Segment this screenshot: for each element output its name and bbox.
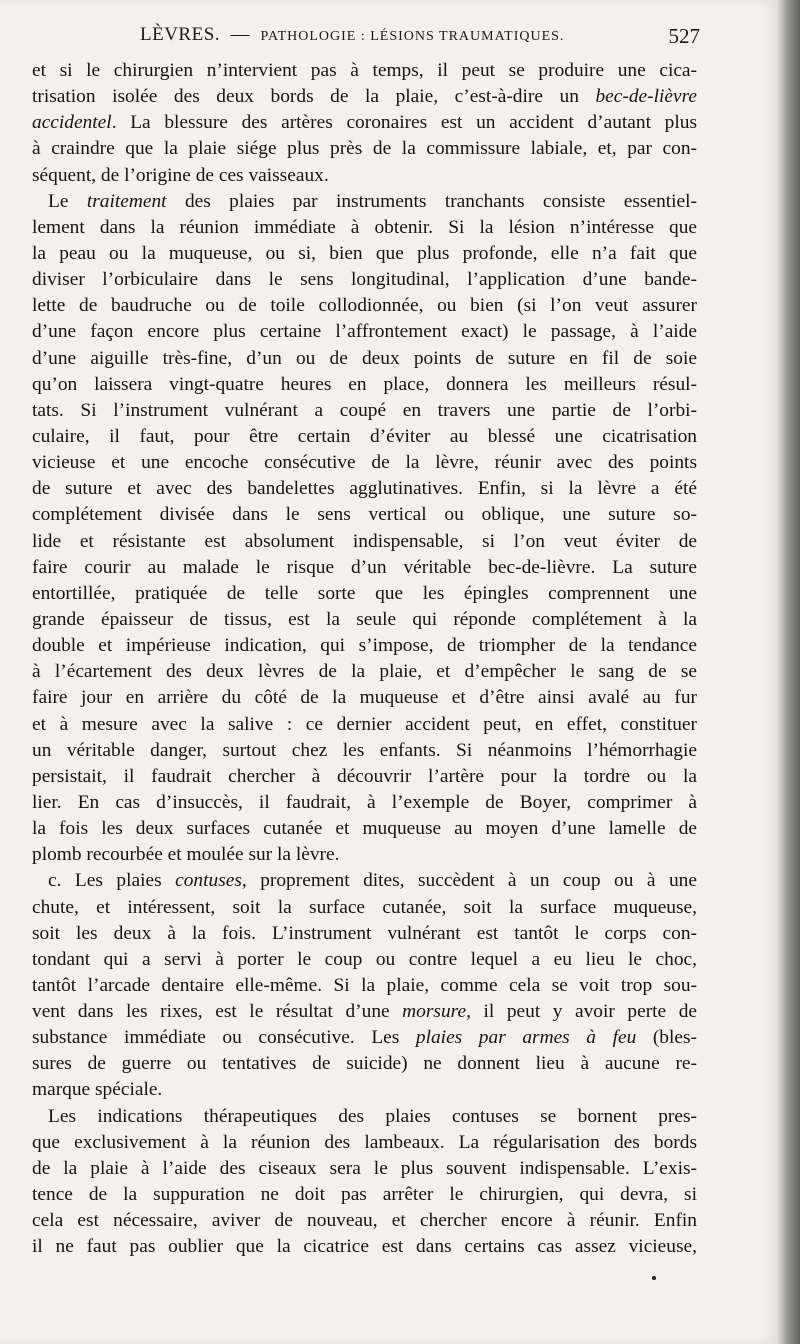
italic-run: bec-de-lièvre — [595, 86, 697, 108]
running-dash: — — [230, 24, 251, 45]
text-line — [32, 581, 697, 607]
text-run: Les indications thérapeutiques des plaies contuses se bornent pres- — [48, 1105, 697, 1127]
text-run: entortillée, pratiquée de telle sorte que les épingles comprennent une — [32, 582, 697, 604]
text-line — [32, 1182, 697, 1208]
text-run: lement dans la réunion immédiate à obtenir. Si la lésion n’intéresse que — [32, 216, 697, 238]
text-run: sures de guerre ou tentatives de suicide) ne donnent lieu à aucune re- — [32, 1053, 697, 1075]
text-run: que exclusivement à la réunion des lambeaux. La régularisation des bords — [32, 1131, 697, 1153]
italic-run: accidentel — [32, 112, 112, 134]
text-line — [32, 1130, 697, 1156]
text-line — [32, 372, 697, 398]
text-line — [32, 450, 697, 476]
ink-speck — [652, 1276, 656, 1280]
text-line — [32, 1156, 697, 1182]
text-line — [32, 424, 697, 450]
text-line — [32, 1077, 697, 1103]
text-line — [32, 712, 697, 738]
text-line — [32, 921, 697, 947]
text-run: séquent, de l’origine de ces vaisseaux. — [32, 164, 329, 186]
text-line — [32, 764, 697, 790]
text-line — [32, 999, 697, 1025]
text-run: persistait, il faudrait chercher à découvrir l’artère pour la tordre ou la — [32, 765, 697, 787]
text-run: de suture et avec des bandelettes agglutinatives. Enfin, si la lèvre a été — [32, 478, 697, 500]
text-line — [32, 738, 697, 764]
text-line — [32, 476, 697, 502]
text-run: plomb recourbée et moulée sur la lèvre. — [32, 844, 340, 866]
text-run: d’une façon encore plus certaine l’affrontement exact) le passage, à l’aide — [32, 321, 697, 343]
text-line — [32, 1104, 697, 1130]
text-line — [32, 84, 697, 110]
text-run: qu’on laissera vingt-quatre heures en place, donnera les meilleurs résul- — [32, 373, 697, 395]
text-run: soit les deux à la fois. L’instrument vulnérant est tantôt le corps con- — [32, 922, 697, 944]
page-edge — [778, 0, 800, 1344]
text-run: , il peut y avoir perte de — [466, 1001, 697, 1023]
text-run: tondant qui a servi à porter le coup ou contre lequel a eu lieu le choc, — [32, 948, 697, 970]
text-line — [32, 189, 697, 215]
text-line — [32, 1234, 697, 1260]
body-text — [32, 58, 697, 1260]
text-line — [32, 1208, 697, 1234]
running-head — [140, 24, 564, 46]
text-run: vicieuse et une encoche consécutive de la lèvre, réunir avec des points — [32, 452, 697, 474]
text-run: complétement divisée dans le sens vertical ou oblique, une suture so- — [32, 504, 697, 526]
text-run: faire courir au malade le risque d’un véritable bec-de-lièvre. La suture — [32, 556, 697, 578]
running-title: LÈVRES. — [140, 24, 221, 45]
text-line — [32, 790, 697, 816]
text-line — [32, 136, 697, 162]
text-run: vent dans les rixes, est le résultat d’une — [32, 1001, 403, 1023]
text-run: il ne faut pas oublier que la cicatrice est dans certains cas assez vicieuse, — [32, 1236, 697, 1258]
text-line — [32, 633, 697, 659]
text-line — [32, 868, 697, 894]
text-run: . La blessure des artères coronaires est un accident d’autant plus — [111, 112, 697, 134]
text-line — [32, 973, 697, 999]
text-line — [32, 607, 697, 633]
text-run: et à mesure avec la salive : ce dernier accident peut, en effet, constituer — [32, 713, 697, 735]
text-run: diviser l’orbiculaire dans le sens longitudinal, l’application d’une bande- — [32, 269, 697, 291]
text-run: faire jour en arrière du côté de la muqueuse et d’être ainsi avalé au fur — [32, 687, 697, 709]
running-subtitle: PATHOLOGIE : LÉSIONS TRAUMATIQUES. — [260, 29, 565, 44]
text-line — [32, 502, 697, 528]
text-run: de la plaie à l’aide des ciseaux sera le plus souvent indispensable. L’exis- — [32, 1157, 697, 1179]
text-run: double et impérieuse indication, qui s’impose, de triompher de la tendance — [32, 635, 697, 657]
text-run: marque spéciale. — [32, 1079, 163, 1101]
text-line — [32, 842, 697, 868]
italic-run: contuses — [175, 870, 242, 892]
text-run: et si le chirurgien n’intervient pas à temps, il peut se produire une cica- — [32, 60, 697, 81]
text-line — [32, 1051, 697, 1077]
text-run: tence de la suppuration ne doit pas arrêter le chirurgien, qui devra, si — [32, 1184, 697, 1206]
text-run: c. Les plaies — [48, 870, 176, 892]
text-line — [32, 816, 697, 842]
text-line — [32, 319, 697, 345]
text-run: la fois les deux surfaces cutanée et muqueuse au moyen d’une lamelle de — [32, 818, 697, 840]
text-run: trisation isolée des deux bords de la plaie, c’est-à-dire un — [32, 86, 596, 108]
text-line — [32, 947, 697, 973]
text-line — [32, 1025, 697, 1051]
text-line — [32, 685, 697, 711]
text-line — [32, 267, 697, 293]
italic-run: traitement — [86, 190, 167, 212]
text-run: des plaies par instruments tranchants consiste essentiel- — [166, 190, 697, 212]
text-run: chute, et intéressent, soit la surface cutanée, soit la surface muqueuse, — [32, 896, 697, 918]
text-line — [32, 555, 697, 581]
text-run: à craindre que la plaie siége plus près de la commissure labiale, et, par con- — [32, 138, 697, 160]
text-run: un véritable danger, surtout chez les enfants. Si néanmoins l’hémorrhagie — [32, 739, 697, 761]
text-line — [32, 241, 697, 267]
text-line — [32, 293, 697, 319]
text-run: tats. Si l’instrument vulnérant a coupé en travers une partie de l’orbi- — [32, 399, 697, 421]
text-run: culaire, il faut, pour être certain d’éviter au blessé une cicatrisation — [32, 425, 697, 447]
text-run: substance immédiate ou consécutive. Les — [32, 1027, 416, 1049]
text-run: , proprement dites, succèdent à un coup ou à une — [241, 870, 697, 892]
text-line — [32, 895, 697, 921]
text-run: à l’écartement des deux lèvres de la plaie, et d’empêcher le sang de se — [32, 661, 697, 683]
page-number: 527 — [668, 24, 700, 48]
text-run: d’une aiguille très-fine, d’un ou de deux points de suture en fil de soie — [32, 347, 697, 369]
italic-run: plaies par armes à feu — [415, 1027, 637, 1049]
text-run: lide et résistante est absolument indispensable, si l’on veut éviter de — [32, 530, 697, 552]
text-run: lette de baudruche ou de toile collodionnée, ou bien (si l’on veut assurer — [32, 295, 697, 317]
text-line — [32, 659, 697, 685]
text-run: (bles- — [636, 1027, 697, 1049]
italic-run: morsure — [402, 1001, 467, 1023]
text-line — [32, 398, 697, 424]
text-line — [32, 215, 697, 241]
page-header — [140, 22, 700, 52]
text-run: cela est nécessaire, aviver de nouveau, et chercher encore à réunir. Enfin — [32, 1210, 697, 1232]
text-line — [32, 529, 697, 555]
text-run: la peau ou la muqueuse, ou si, bien que plus profonde, elle n’a fait que — [32, 242, 697, 264]
text-line — [32, 346, 697, 372]
text-line — [32, 110, 697, 136]
text-run: tantôt l’arcade dentaire elle-même. Si la plaie, comme cela se voit trop sou- — [32, 974, 697, 996]
text-run: lier. En cas d’insuccès, il faudrait, à l’exemple de Boyer, comprimer à — [32, 791, 697, 813]
text-run: grande épaisseur de tissus, est la seule qui réponde complétement à la — [32, 608, 697, 630]
text-run: Le — [48, 190, 87, 212]
text-line — [32, 163, 697, 189]
text-line — [32, 58, 697, 84]
